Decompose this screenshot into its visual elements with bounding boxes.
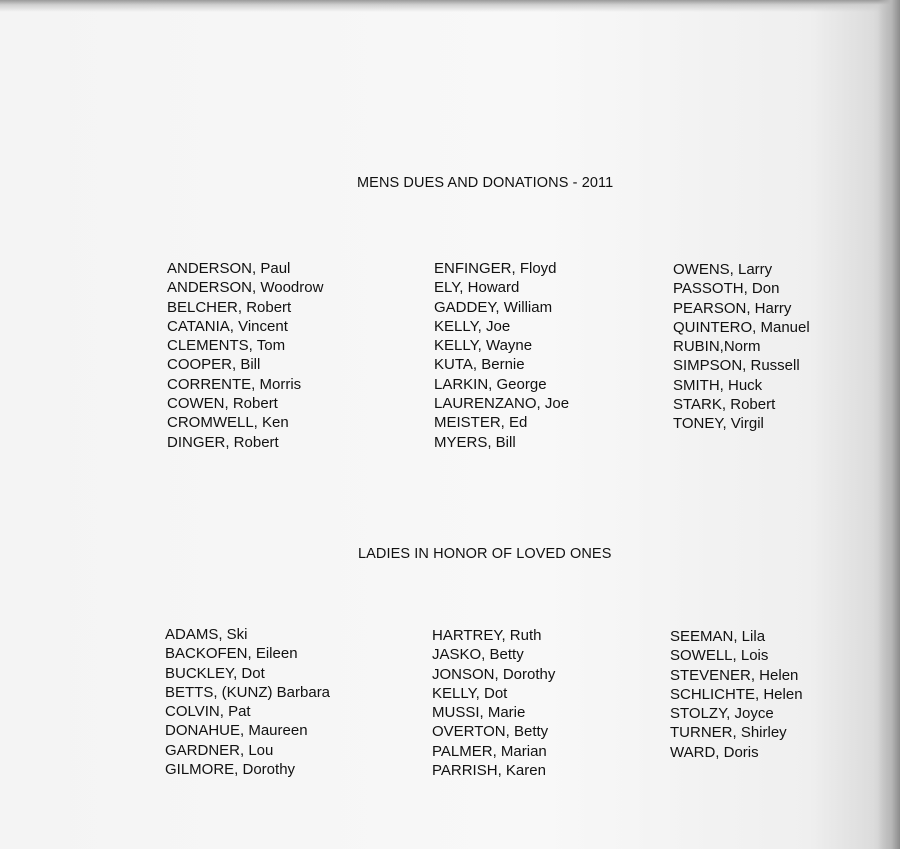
- name-entry: OVERTON, Betty: [432, 723, 549, 741]
- name-entry: LARKIN, George: [434, 375, 547, 393]
- name-entry: ADAMS, Ski: [165, 626, 248, 643]
- name-entry: SOWELL, Lois: [670, 647, 769, 665]
- name-entry: BELCHER, Robert: [167, 298, 292, 316]
- name-entry: ANDERSON, Paul: [167, 260, 291, 277]
- name-entry: BUCKLEY, Dot: [165, 664, 265, 682]
- name-entry: ANDERSON, Woodrow: [167, 279, 324, 297]
- name-entry: PALMER, Marian: [432, 742, 547, 760]
- name-entry: PEARSON, Harry: [673, 299, 792, 317]
- name-entry: GADDEY, William: [434, 298, 553, 316]
- name-entry: KELLY, Wayne: [434, 337, 533, 355]
- ladies-honor-heading: LADIES IN HONOR OF LOVED ONES: [358, 546, 612, 562]
- ladies-column-2: [432, 626, 555, 780]
- name-entry: MYERS, Bill: [434, 433, 516, 451]
- name-entry: COLVIN, Pat: [165, 703, 251, 721]
- name-entry: CATANIA, Vincent: [167, 317, 288, 335]
- name-entry: SMITH, Huck: [673, 376, 763, 394]
- name-entry: OWENS, Larry: [673, 261, 773, 278]
- name-entry: JASKO, Betty: [432, 646, 524, 664]
- mens-column-2: [434, 259, 569, 452]
- name-entry: QUINTERO, Manuel: [673, 318, 810, 336]
- name-entry: CORRENTE, Morris: [167, 375, 302, 393]
- name-entry: COOPER, Bill: [167, 356, 261, 374]
- scan-top-shadow: [0, 0, 900, 12]
- mens-column-3: [673, 260, 810, 434]
- name-entry: MUSSI, Marie: [432, 704, 526, 722]
- name-entry: WARD, Doris: [670, 743, 759, 761]
- mens-column-1: [167, 259, 323, 452]
- name-entry: LAURENZANO, Joe: [434, 395, 570, 413]
- name-entry: KELLY, Dot: [432, 684, 508, 702]
- name-entry: STOLZY, Joyce: [670, 705, 774, 723]
- name-entry: GARDNER, Lou: [165, 741, 274, 759]
- name-entry: KELLY, Joe: [434, 317, 511, 335]
- name-entry: JONSON, Dorothy: [432, 665, 556, 683]
- name-entry: DINGER, Robert: [167, 433, 279, 451]
- name-entry: SIMPSON, Russell: [673, 357, 800, 375]
- name-entry: KUTA, Bernie: [434, 356, 525, 374]
- name-entry: ELY, Howard: [434, 279, 520, 297]
- name-entry: CLEMENTS, Tom: [167, 337, 286, 355]
- name-entry: COWEN, Robert: [167, 395, 278, 413]
- name-entry: PARRISH, Karen: [432, 762, 546, 780]
- name-entry: RUBIN,Norm: [673, 338, 761, 356]
- name-entry: SEEMAN, Lila: [670, 628, 766, 645]
- name-entry: STARK, Robert: [673, 396, 776, 414]
- name-entry: BETTS, (KUNZ) Barbara: [165, 683, 331, 701]
- name-entry: BACKOFEN, Eileen: [165, 645, 298, 663]
- scan-binding-shadow: [878, 0, 900, 849]
- name-entry: SCHLICHTE, Helen: [670, 685, 803, 703]
- name-entry: PASSOTH, Don: [673, 280, 780, 298]
- ladies-column-1: [165, 625, 330, 779]
- name-entry: CROMWELL, Ken: [167, 414, 289, 432]
- name-entry: GILMORE, Dorothy: [165, 761, 296, 779]
- name-entry: TONEY, Virgil: [673, 415, 764, 433]
- mens-dues-heading: MENS DUES AND DONATIONS - 2011: [357, 175, 614, 191]
- name-entry: STEVENER, Helen: [670, 666, 799, 684]
- name-entry: HARTREY, Ruth: [432, 627, 542, 644]
- name-entry: TURNER, Shirley: [670, 724, 787, 742]
- name-entry: DONAHUE, Maureen: [165, 722, 308, 740]
- name-entry: MEISTER, Ed: [434, 414, 528, 432]
- name-entry: ENFINGER, Floyd: [434, 260, 557, 277]
- ladies-column-3: [670, 627, 803, 762]
